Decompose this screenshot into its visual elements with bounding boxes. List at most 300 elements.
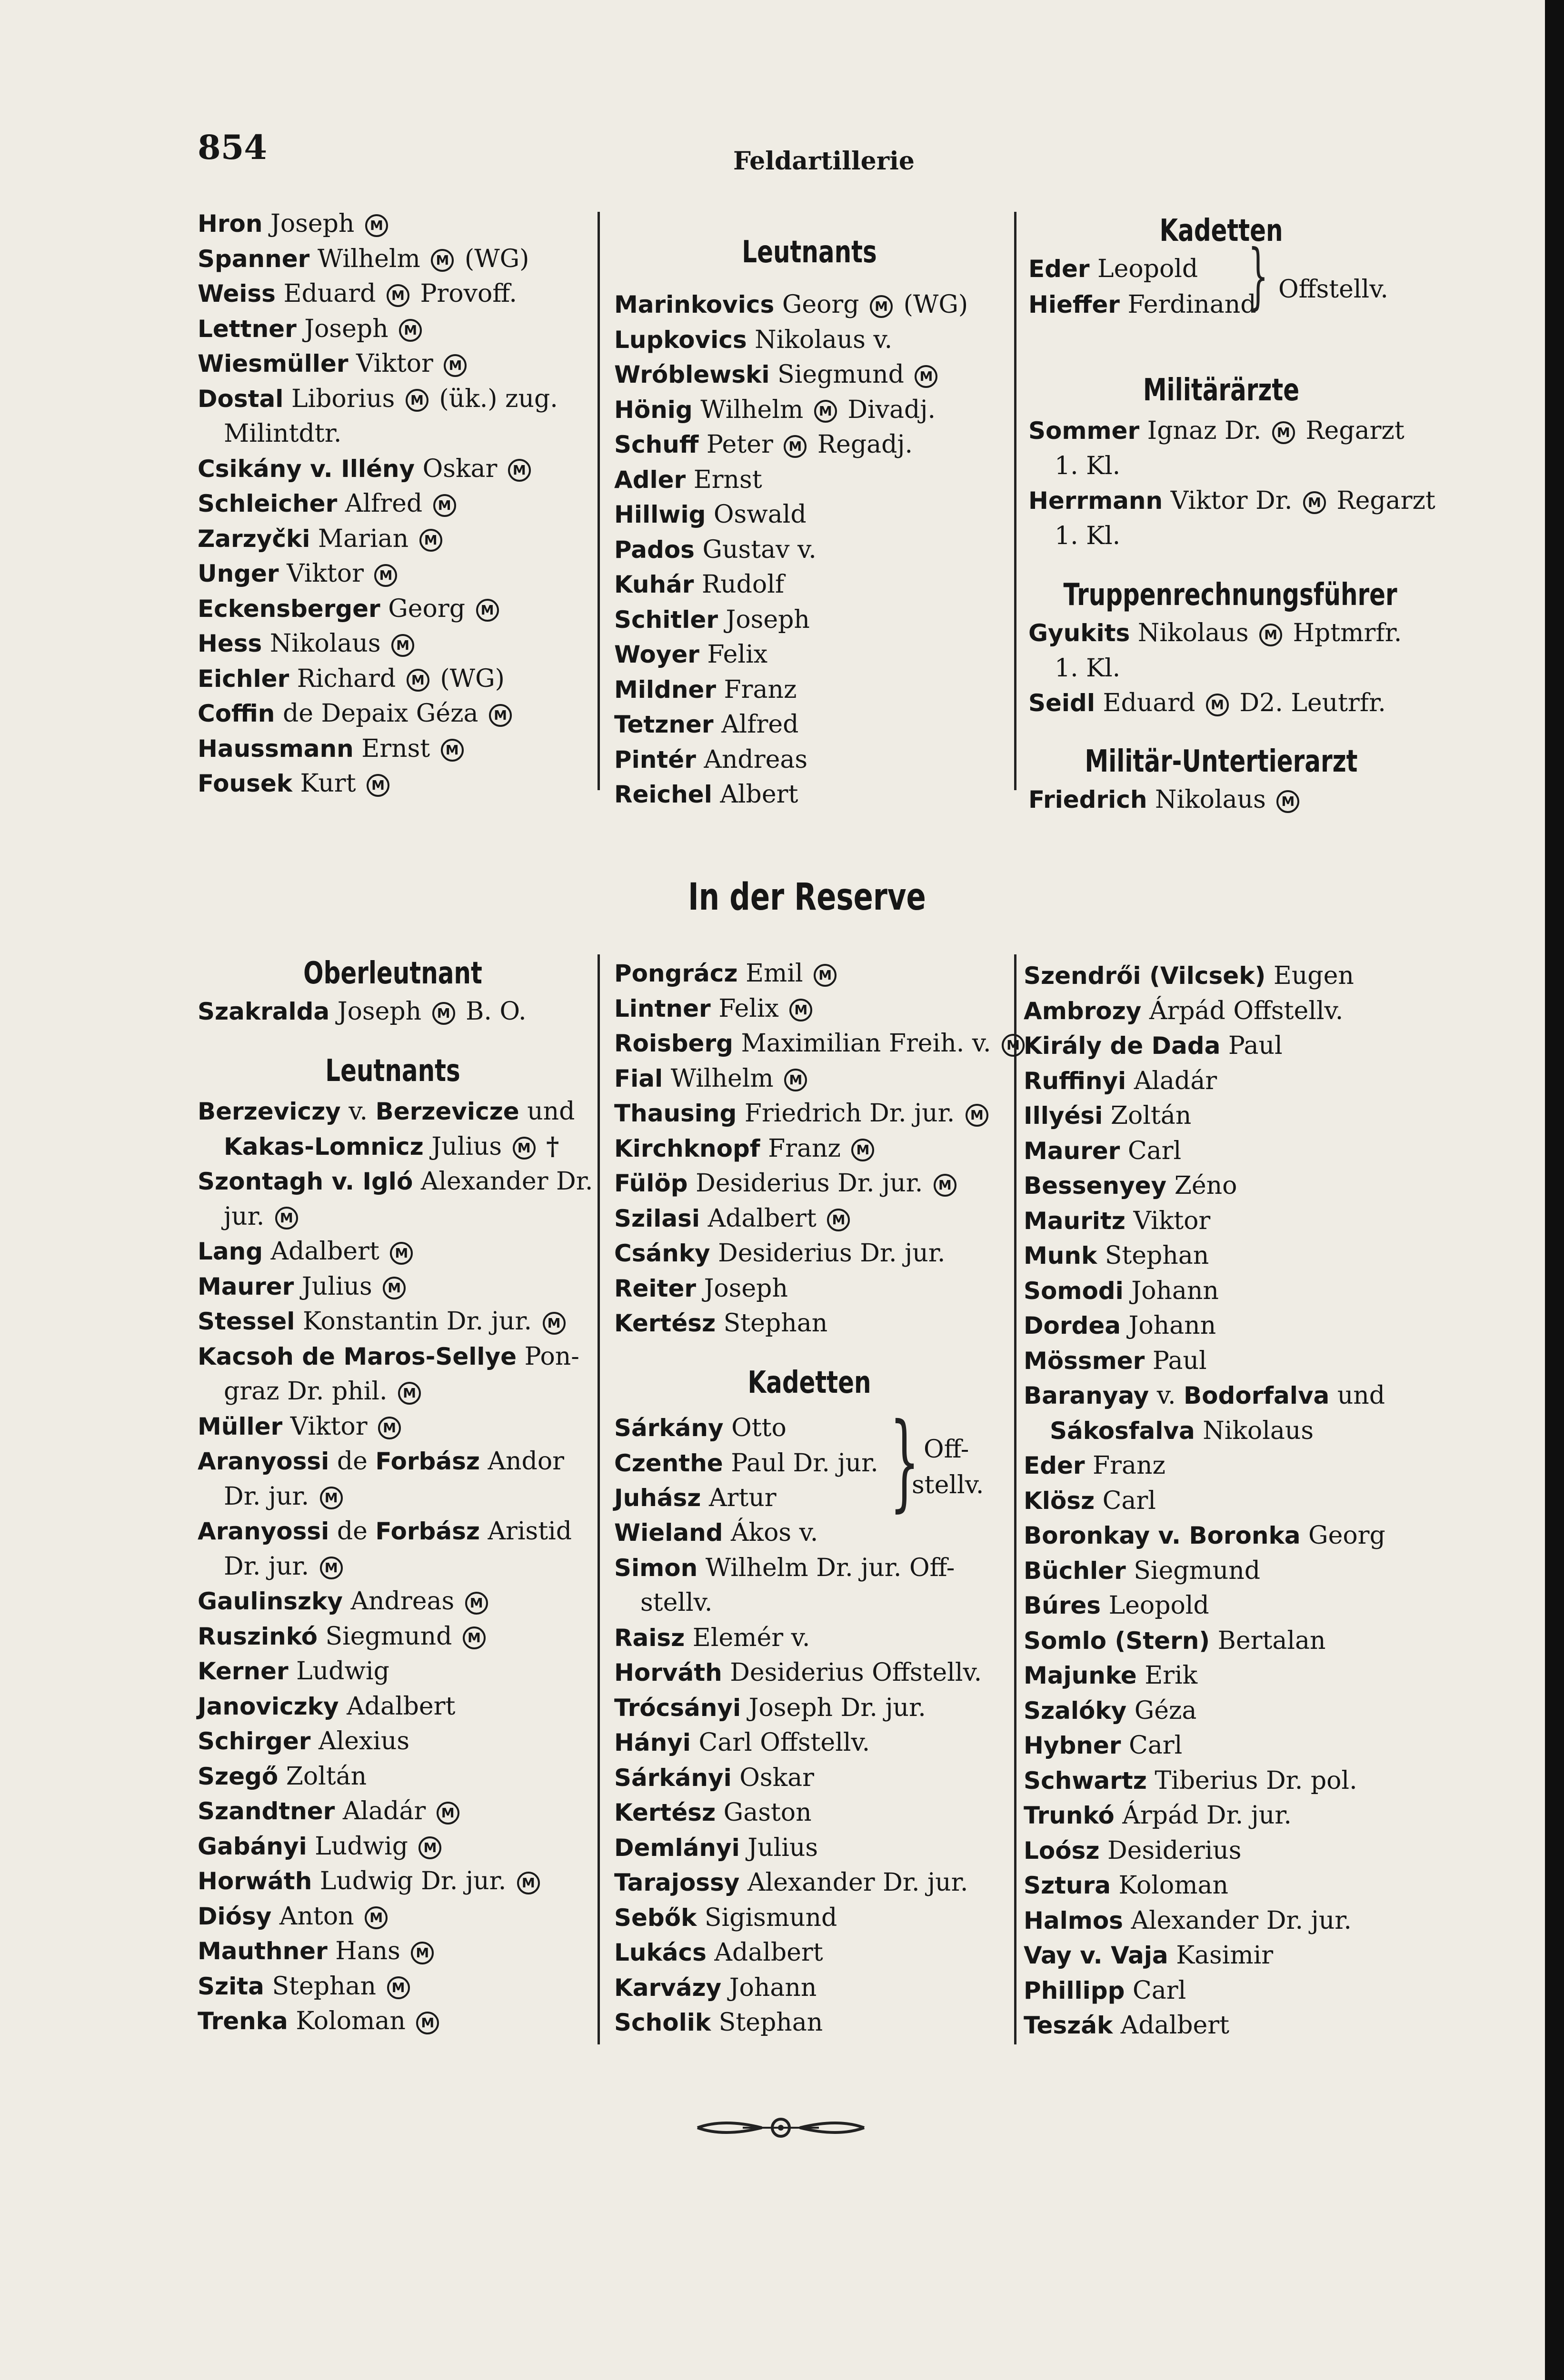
circled-m-medal-icon: M (432, 1002, 455, 1025)
given-name: Ludwig (315, 1832, 408, 1861)
column-rule (1014, 954, 1016, 2044)
circled-m-medal-icon: M (399, 319, 422, 342)
given-name: Kasimir (1176, 1941, 1274, 1970)
surname: Unger (198, 560, 279, 587)
reserve-leutnant-entry (198, 1657, 389, 1686)
surname: Mauthner (198, 1937, 328, 1965)
kadett-entry (614, 1834, 818, 1862)
given-name: Siegmund (325, 1622, 452, 1651)
circled-m-medal-icon: M (391, 634, 414, 657)
reserve-leutnant-entry (198, 1937, 437, 1965)
entry-note: D2. Leutrfr. (1239, 689, 1386, 717)
reserve-entry (1024, 1941, 1273, 1970)
heading-oberleutnant: Oberleutnant (303, 956, 482, 991)
surname: Stessel (198, 1308, 295, 1335)
given-name: Wilhelm (317, 244, 420, 273)
kadett-entry (614, 1728, 870, 1757)
given-name: Adalbert (714, 1938, 823, 1967)
given-name: Oswald (713, 500, 807, 529)
kadett-entry (614, 1868, 968, 1897)
circled-m-medal-icon: M (827, 1209, 850, 1231)
name-suffix: und (527, 1097, 575, 1126)
surname: Sommer (1028, 417, 1140, 445)
reserve-leutnant-entry (224, 1552, 346, 1581)
surname: Lukács (614, 1939, 707, 1966)
surname: Trenka (198, 2007, 288, 2035)
reserve-leutnant-entry (198, 1307, 568, 1336)
surname-part: Bodorfalva (1184, 1382, 1330, 1409)
circled-m-medal-icon: M (406, 389, 428, 412)
entry-note: (ük.) zug. (439, 384, 558, 413)
surname: Szalóky (1024, 1696, 1127, 1725)
surname: Herrmann (1028, 487, 1163, 515)
surname: Kakas-Lomnicz (224, 1132, 424, 1160)
given-name: Wilhelm (670, 1064, 774, 1093)
reserve-entry (1024, 1696, 1196, 1725)
given-name: Felix (718, 994, 779, 1023)
ornament-divider (695, 2113, 867, 2142)
circled-m-medal-icon: M (320, 1487, 343, 1509)
kadetten-note: Offstellv. (1278, 275, 1388, 304)
heading-truppenrechnungsfuehrer: Truppenrechnungsführer (1063, 577, 1397, 613)
given-name: Nikolaus v. (755, 325, 893, 354)
entry-note: Offstellv. (1233, 996, 1344, 1025)
surname: Kertész (614, 1309, 716, 1337)
given-name: Marian (318, 524, 409, 553)
entry-note: Hptmrfr. (1293, 619, 1402, 647)
circled-m-medal-icon: M (1276, 790, 1299, 813)
leutnant-entry (614, 570, 784, 599)
surname: Phillipp (1024, 1976, 1125, 2004)
column-rule (598, 212, 600, 790)
given-name: Carl (1132, 1976, 1186, 2005)
leutnant-entry (614, 360, 940, 389)
kadett-entry (1028, 255, 1198, 283)
surname: Ruszinkó (198, 1622, 318, 1650)
surname: Fülöp (614, 1170, 688, 1197)
given-name: Pon- (524, 1342, 579, 1371)
reserve-leutnant-entry (224, 1202, 301, 1231)
given-name: Johann (729, 1973, 817, 2002)
surname: Dostal (198, 385, 284, 413)
officer-entry (224, 419, 341, 448)
given-name: Alfred (721, 710, 799, 739)
surname: Lang (198, 1238, 263, 1265)
surname: Czenthe (614, 1449, 723, 1477)
officer-entry (198, 245, 529, 273)
surname: Demlányi (614, 1834, 740, 1862)
given-name: Wilhelm Dr. jur. (705, 1553, 902, 1582)
given-name: Nikolaus (1137, 619, 1249, 647)
surname: Teszák (1024, 2012, 1113, 2039)
given-name: Georg (388, 594, 465, 623)
given-name: Paul Dr. jur. (731, 1448, 878, 1478)
leutnant-entry (614, 640, 767, 669)
given-name: Artur (708, 1484, 777, 1512)
circled-m-medal-icon: M (508, 459, 531, 482)
given-name: Eduard (283, 279, 376, 308)
circled-m-medal-icon: M (1259, 624, 1282, 646)
surname: Maurer (198, 1272, 294, 1300)
given-name: Adalbert (270, 1237, 379, 1266)
given-name: Peter (706, 430, 773, 459)
reserve-leutnant-entry (198, 1692, 455, 1721)
reserve-entry (1024, 1381, 1385, 1410)
given-name: Johann (1131, 1276, 1219, 1305)
entry-note: (WG) (903, 290, 968, 319)
given-name: Viktor Dr. (1170, 486, 1293, 515)
given-name: Adalbert (1120, 2011, 1230, 2040)
circled-m-medal-icon: M (419, 529, 442, 552)
circled-m-medal-icon: M (367, 774, 389, 797)
reserve-entry (1050, 1417, 1314, 1445)
given-name: Andreas (350, 1587, 455, 1616)
surname: Roisberg (614, 1030, 733, 1057)
entry-note: Regadj. (817, 430, 913, 459)
reserve-entry (614, 1029, 1027, 1058)
circled-m-medal-icon: M (851, 1139, 874, 1161)
arzt-entry (1055, 522, 1120, 550)
circled-m-medal-icon: M (407, 669, 429, 692)
surname: Kuhár (614, 571, 694, 598)
given-name: Richard (297, 664, 396, 693)
circled-m-medal-icon: M (398, 1382, 421, 1405)
given-name: Zoltán (286, 1762, 367, 1791)
reserve-entry (1024, 997, 1343, 1025)
brace: } (1248, 235, 1269, 317)
circled-m-medal-icon: M (378, 1417, 401, 1439)
given-name: Leopold (1108, 1591, 1209, 1620)
circled-m-medal-icon: M (915, 365, 937, 388)
given-name: Siegmund (777, 360, 904, 389)
given-name: de (337, 1447, 368, 1476)
officer-entry (198, 385, 558, 413)
kadett-entry (614, 1449, 878, 1478)
heading-militaer-untertierarzt: Militär-Untertierarzt (1085, 744, 1358, 779)
given-name: Anton (279, 1902, 354, 1931)
surname: Hillwig (614, 501, 706, 528)
reserve-entry (1024, 1451, 1166, 1480)
given-name: Joseph (726, 605, 810, 634)
reserve-entry (1024, 2011, 1229, 2040)
officer-entry (198, 769, 392, 798)
given-name: Stephan (718, 2008, 823, 2037)
circled-m-medal-icon: M (374, 564, 397, 587)
reserve-leutnant-entry (198, 1517, 572, 1546)
surname: Scholik (614, 2009, 711, 2036)
given-name: Alfred (345, 489, 423, 518)
given-name: Zoltán (1110, 1101, 1192, 1130)
given-name: Koloman (1118, 1871, 1229, 1900)
given-name: Géza (1134, 1696, 1197, 1725)
given-name: Eugen (1273, 962, 1354, 990)
heading-in-der-reserve: In der Reserve (688, 876, 926, 919)
surname: Trunkó (1024, 1802, 1115, 1829)
scan-edge-right (1545, 0, 1564, 2380)
entry-note: B. O. (466, 997, 527, 1026)
reserve-entry (1024, 1067, 1217, 1095)
reserve-entry (1024, 1487, 1156, 1515)
surname: Weiss (198, 280, 276, 307)
surname-part: Berzevicze (375, 1098, 519, 1125)
surname: Maurer (1024, 1137, 1120, 1165)
heading-militaeraerzte: Militärärzte (1143, 373, 1300, 408)
given-name: Eduard (1103, 689, 1195, 717)
surname-part: Forbász (375, 1517, 480, 1545)
given-name: Joseph (704, 1274, 788, 1303)
surname: Tarajossy (614, 1869, 740, 1896)
given-name: Desiderius (730, 1658, 864, 1687)
reserve-leutnant-entry (198, 1797, 462, 1825)
surname: Csánky (614, 1240, 710, 1267)
given-name: Georg (1308, 1521, 1385, 1550)
given-name: Ignaz Dr. (1147, 416, 1262, 445)
name-suffix: und (1337, 1381, 1385, 1410)
surname: Hess (198, 630, 262, 657)
reserve-entry (1024, 1031, 1283, 1060)
kadett-entry (1028, 290, 1256, 319)
circled-m-medal-icon: M (437, 1802, 459, 1825)
given-name: Franz (724, 675, 797, 704)
surname: Munk (1024, 1242, 1097, 1269)
officer-entry (198, 209, 391, 238)
surname: Szontagh v. Igló (198, 1168, 413, 1195)
officer-entry (198, 315, 425, 343)
surname: Gabányi (198, 1832, 307, 1860)
circled-m-medal-icon: M (418, 1836, 441, 1859)
reserve-entry (1024, 1207, 1210, 1235)
circled-m-medal-icon: M (784, 435, 807, 458)
reserve-entry (1024, 1661, 1197, 1690)
leutnant-entry (614, 326, 892, 354)
surname: Ambrozy (1024, 997, 1142, 1025)
surname: Pongrácz (614, 960, 738, 987)
arzt-entry (1028, 486, 1435, 515)
officer-entry (198, 629, 417, 658)
given-name: Ernst (361, 734, 430, 763)
entry-note: (WG) (464, 244, 529, 273)
surname: Kerner (198, 1657, 289, 1685)
surname: Eder (1024, 1452, 1085, 1479)
surname-part: Forbász (375, 1448, 480, 1475)
surname: Vay v. Vaja (1024, 1942, 1168, 1969)
circled-m-medal-icon: M (416, 2012, 439, 2034)
reserve-entry (1024, 1557, 1260, 1585)
given-name: Bertalan (1217, 1626, 1326, 1655)
surname: Szita (198, 1972, 264, 2000)
surname: Eichler (198, 664, 289, 693)
surname: Bessenyey (1024, 1172, 1167, 1200)
leutnant-entry (614, 605, 810, 634)
given-name: Georg (782, 290, 859, 319)
given-name: Andreas (704, 745, 808, 774)
surname: Aranyossi (198, 1448, 329, 1475)
circled-m-medal-icon: M (365, 1906, 388, 1929)
reserve-leutnant-entry (198, 1727, 409, 1755)
given-name: jur. (224, 1202, 265, 1231)
leutnant-entry (614, 675, 797, 704)
arzt-entry (1055, 452, 1120, 480)
given-name: Joseph (304, 314, 389, 343)
given-name: Julius (747, 1833, 818, 1862)
given-name: Paul (1152, 1346, 1207, 1375)
surname: Juhász (614, 1484, 701, 1512)
reserve-entry (1024, 1766, 1357, 1795)
surname: Mauritz (1024, 1207, 1126, 1235)
given-name: Siegmund (1134, 1556, 1261, 1585)
given-name: Oskar (739, 1763, 814, 1792)
name-suffix: Andor (488, 1447, 564, 1476)
circled-m-medal-icon: M (365, 214, 388, 237)
surname: Eder (1028, 255, 1090, 283)
reserve-entry (614, 1274, 788, 1303)
reserve-entry (1024, 1241, 1209, 1270)
surname: Sztura (1024, 1872, 1111, 1899)
dagger-cross-icon: † (546, 1131, 559, 1161)
officer-entry (198, 489, 459, 518)
circled-m-medal-icon: M (1272, 421, 1295, 444)
surname: Boronkay v. Boronka (1024, 1522, 1301, 1549)
given-name: Julius (301, 1272, 372, 1301)
surname: Hányi (614, 1729, 691, 1756)
given-name: Desiderius Dr. jur. (696, 1169, 923, 1198)
given-name: Kurt (300, 769, 356, 798)
given-name: v. (1156, 1381, 1176, 1410)
surname: Simon (614, 1554, 698, 1582)
given-name: Albert (720, 780, 798, 809)
rechnungsfuehrer-entry (1028, 619, 1402, 647)
given-name: Alexius (318, 1727, 410, 1755)
surname: Szandtner (198, 1797, 335, 1825)
given-name: Viktor (1133, 1206, 1211, 1235)
kadett-entry (614, 1484, 777, 1512)
reserve-leutnant-entry (198, 1272, 408, 1301)
circled-m-medal-icon: M (465, 1592, 488, 1615)
circled-m-medal-icon: M (441, 739, 464, 762)
reserve-leutnant-entry (224, 1132, 559, 1161)
officer-entry (198, 525, 445, 553)
given-name: Koloman (296, 2007, 406, 2035)
given-name: Stephan (723, 1309, 828, 1338)
surname: Haussmann (198, 734, 354, 763)
reserve-entry (1024, 1347, 1207, 1375)
circled-m-medal-icon: M (444, 354, 467, 377)
officer-entry (198, 559, 400, 588)
given-name: Viktor (287, 559, 364, 588)
surname: Berzeviczy (198, 1098, 341, 1125)
surname: Somlo (Stern) (1024, 1626, 1210, 1655)
circled-m-medal-icon: M (387, 284, 409, 307)
surname: Raisz (614, 1624, 685, 1652)
entry-note: Regarzt (1336, 486, 1435, 515)
officer-entry (198, 595, 502, 623)
leutnant-entry (614, 290, 968, 319)
circled-m-medal-icon: M (320, 1557, 343, 1579)
circled-m-medal-icon: M (275, 1207, 298, 1230)
rechnungsfuehrer-entry (1055, 654, 1120, 683)
surname: Sárkány (614, 1414, 724, 1442)
surname: Müller (198, 1412, 283, 1440)
surname: Klösz (1024, 1487, 1095, 1515)
given-name: Desiderius (1107, 1836, 1242, 1865)
leutnant-entry (614, 536, 817, 564)
surname: Fial (614, 1064, 663, 1092)
surname: Tetzner (614, 711, 714, 738)
leutnant-entry (614, 430, 913, 459)
surname: Reichel (614, 781, 712, 808)
page-number: 854 (198, 128, 268, 167)
circled-m-medal-icon: M (784, 1069, 807, 1091)
given-name: Emil (746, 959, 803, 988)
circled-m-medal-icon: M (476, 599, 499, 622)
entry-note: Off- (909, 1553, 955, 1582)
given-name: Dr. jur. (224, 1552, 309, 1581)
surname: Horwáth (198, 1867, 312, 1895)
kadett-entry (614, 1624, 810, 1652)
heading-leutnants-reserve: Leutnants (325, 1053, 460, 1089)
reserve-leutnant-entry (224, 1377, 424, 1406)
given-name: Viktor (290, 1412, 368, 1441)
kadett-entry (614, 1798, 812, 1827)
surname: Kacsoh de Maros-Sellye (198, 1342, 517, 1370)
given-name: Joseph (270, 209, 355, 238)
given-name: Leopold (1097, 255, 1198, 283)
given-name: Milintdtr. (224, 419, 342, 448)
surname: Horváth (614, 1659, 722, 1686)
surname: Spanner (198, 245, 310, 273)
circled-m-medal-icon: M (870, 295, 893, 318)
reserve-entry (614, 994, 815, 1023)
officer-entry (198, 349, 469, 378)
kadett-entry (614, 1938, 823, 1967)
leutnant-entry (614, 745, 807, 774)
surname: Karvázy (614, 1973, 722, 2002)
entry-note: Regarzt (1305, 416, 1405, 445)
circled-m-medal-icon: M (489, 704, 512, 727)
kadett-entry (614, 1973, 817, 2002)
reserve-leutnant-entry (198, 1762, 367, 1791)
officer-entry (198, 279, 517, 308)
reserve-entry (1024, 1277, 1219, 1305)
given-name: Alexander Dr. (420, 1167, 593, 1196)
surname: Sebők (614, 1904, 697, 1932)
surname: Wróblewski (614, 361, 770, 388)
surname: Csikány v. Illény (198, 455, 415, 483)
rechnungsfuehrer-entry (1028, 689, 1386, 717)
surname: Sákosfalva (1050, 1417, 1195, 1445)
circled-m-medal-icon: M (383, 1277, 406, 1299)
kadett-entry (614, 1658, 982, 1687)
given-name: Desiderius Dr. jur. (718, 1239, 946, 1268)
given-name: Ludwig Dr. jur. (319, 1867, 507, 1895)
circled-m-medal-icon: M (934, 1174, 956, 1197)
circled-m-medal-icon: M (463, 1626, 486, 1649)
given-name: Alexander Dr. jur. (1131, 1906, 1352, 1935)
kadett-entry (640, 1588, 712, 1617)
brace: } (889, 1400, 920, 1522)
surname: Friedrich (1028, 786, 1147, 813)
officer-entry (198, 699, 515, 728)
given-name: Liborius (291, 384, 395, 413)
surname: Halmos (1024, 1906, 1123, 1934)
surname: Gyukits (1028, 619, 1130, 647)
surname: Lintner (614, 994, 711, 1022)
surname: Loósz (1024, 1836, 1100, 1864)
surname: Hron (198, 210, 263, 238)
circled-m-medal-icon: M (1303, 491, 1326, 514)
reserve-entry (614, 1134, 877, 1163)
surname: Trócsányi (614, 1694, 741, 1722)
